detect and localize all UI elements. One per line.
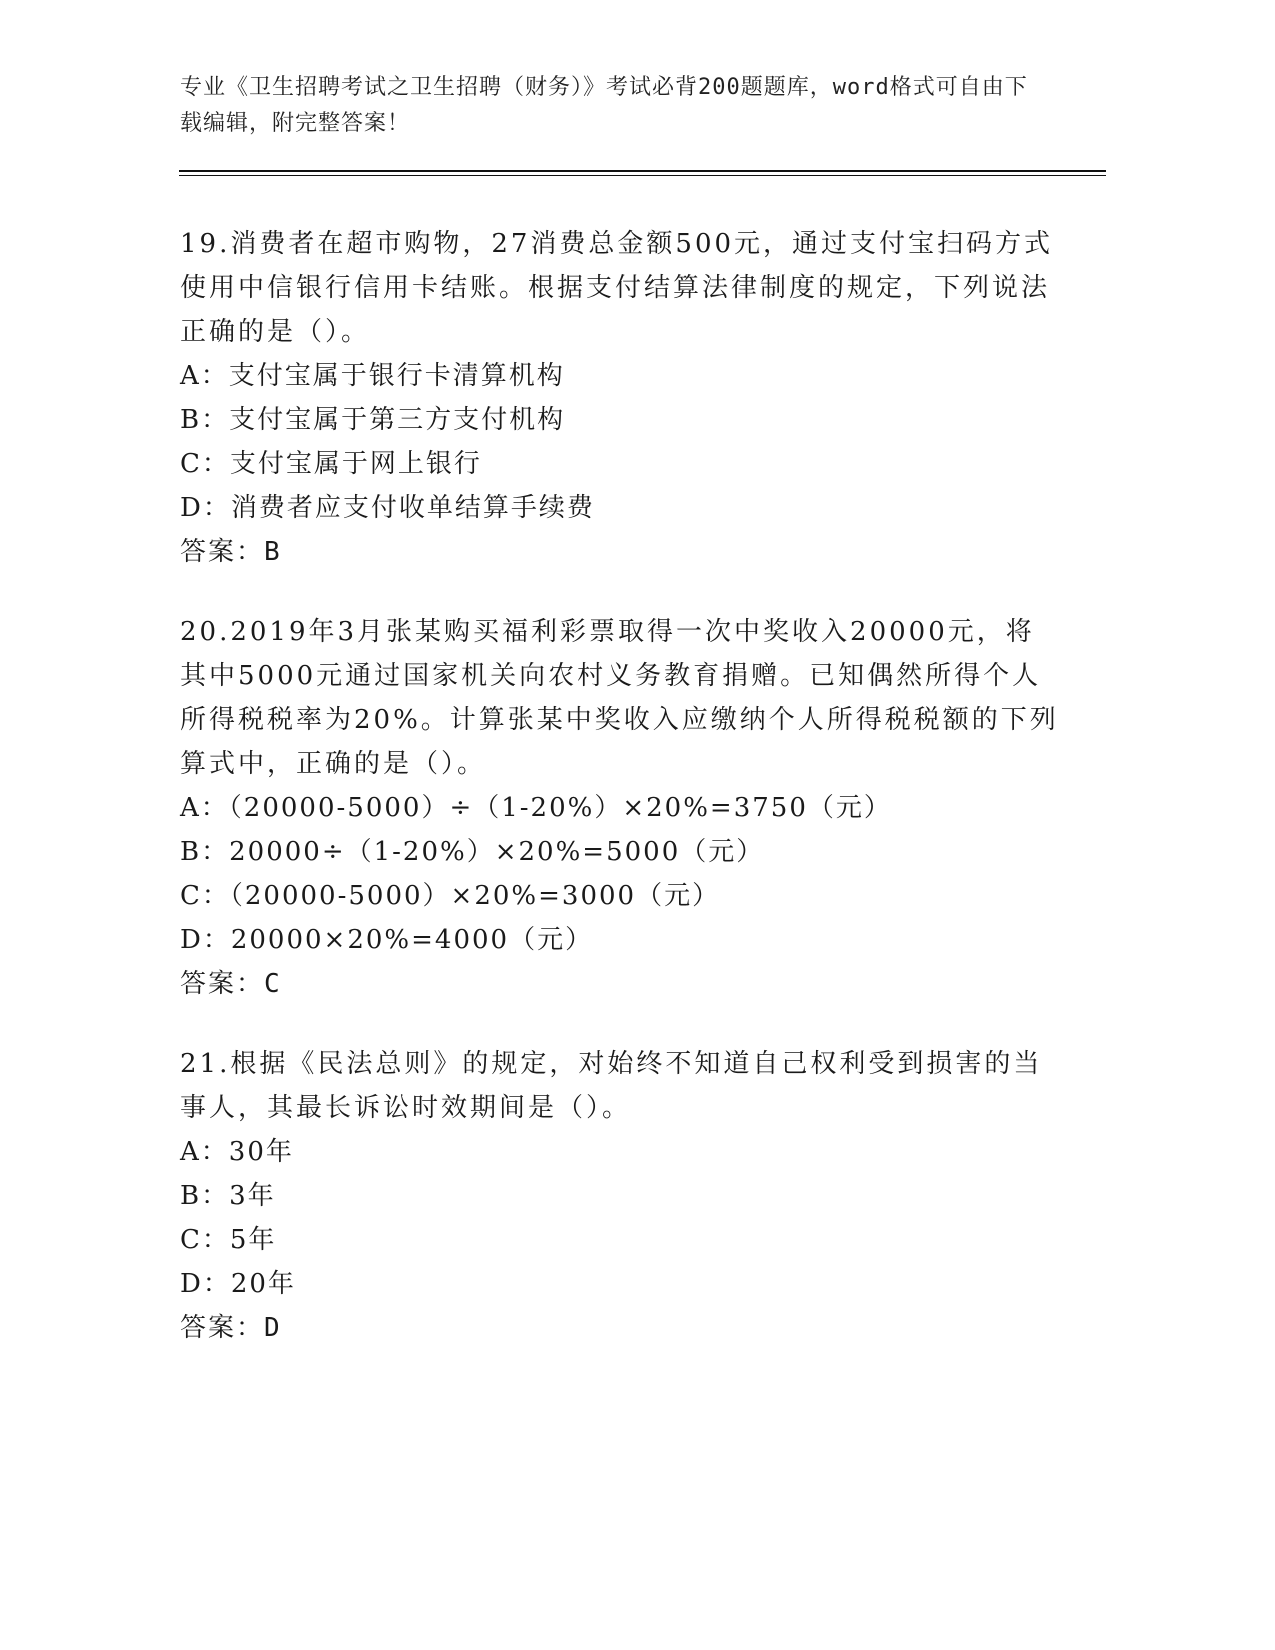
option-c: C：（20000-5000）×20%=3000（元） [180,881,721,911]
question-stem: 20.2019年3月张某购买福利彩票取得一次中奖收入20000元，将其中5000元通过国家机关向农村义务教育捐赠。已知偶然所得个人所得税税率为20%。计算张某中奖收入应缴纳个人所得税税额的下列算式中，正确的是（）。 [180,617,1059,779]
option-b: B：20000÷（1-20%）×20%=5000（元） [180,837,765,867]
option-c: C：支付宝属于网上银行 [180,449,482,479]
option-d: D：消费者应支付收单结算手续费 [180,493,595,523]
answer: 答案：C [180,969,282,999]
answer: 答案：B [180,537,282,567]
option-c: C：5年 [180,1225,277,1255]
question-stem: 21.根据《民法总则》的规定，对始终不知道自己权利受到损害的当事人，其最长诉讼时效期间是（）。 [180,1049,1043,1123]
question-20 [180,610,1060,1006]
option-a: A：（20000-5000）÷（1-20%）×20%=3750（元） [180,793,892,823]
answer: 答案：D [180,1313,282,1343]
option-a: A：支付宝属于银行卡清算机构 [180,361,565,391]
question-list [180,222,1060,1386]
option-b: B：3年 [180,1181,276,1211]
option-d: D：20000×20%=4000（元） [180,925,594,955]
question-19 [180,222,1060,574]
option-d: D：20年 [180,1269,296,1299]
header-rule-thin [179,175,1106,176]
option-a: A：30年 [180,1137,294,1167]
document-header: 专业《卫生招聘考试之卫生招聘（财务）》考试必背200题题库，word格式可自由下载编辑，附完整答案！ [180,75,1028,136]
header-rule-thick [179,170,1106,172]
question-21 [180,1042,1060,1350]
option-b: B：支付宝属于第三方支付机构 [180,405,566,435]
question-stem: 19.消费者在超市购物，27消费总金额500元，通过支付宝扫码方式使用中信银行信用卡结账。根据支付结算法律制度的规定，下列说法正确的是（）。 [180,229,1054,347]
